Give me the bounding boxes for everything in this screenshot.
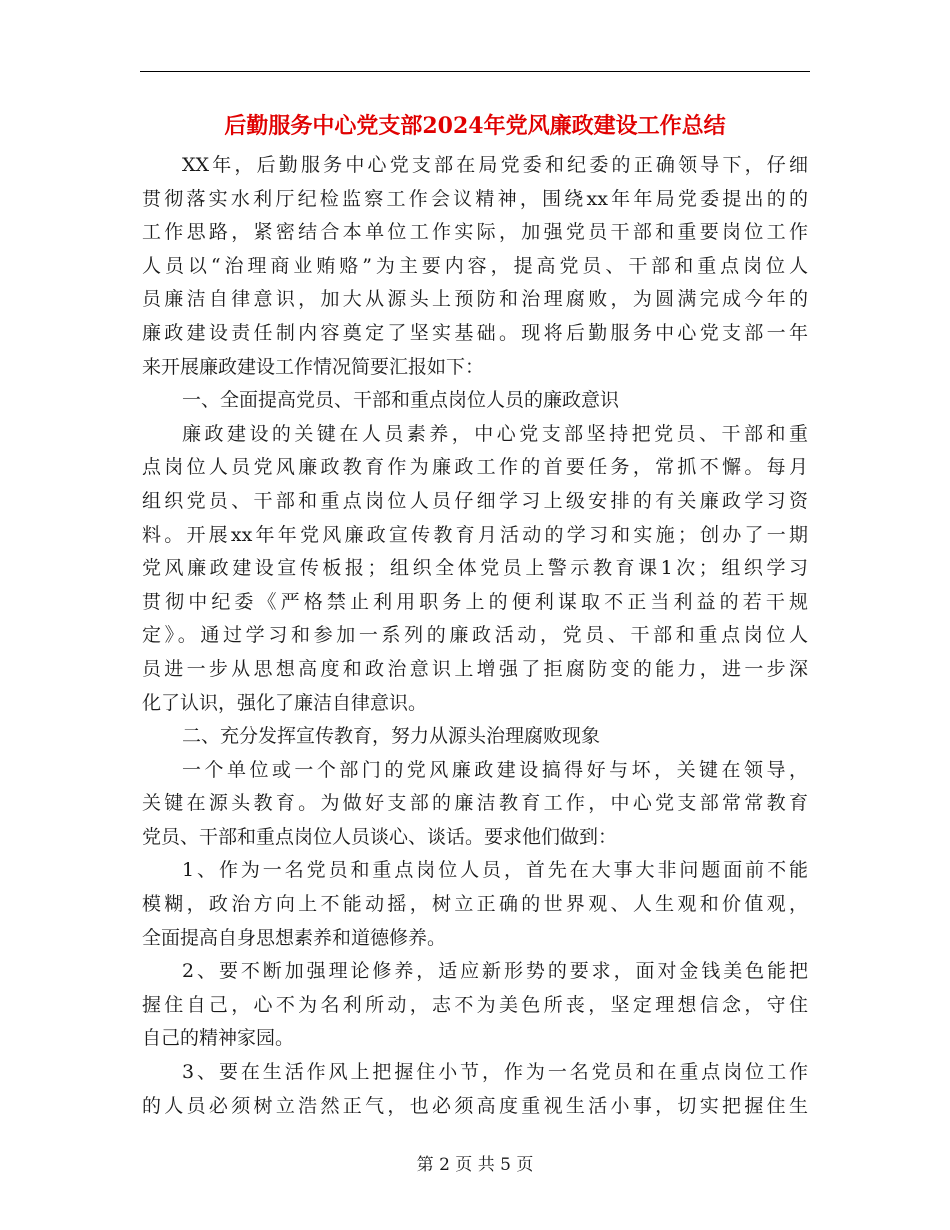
text-line: 廉政建设的关键在人员素养，中心党支部坚持把党员、干部和重	[182, 422, 808, 445]
text-line: 党员、干部和重点岗位人员谈心、谈话。要求他们做到：	[142, 825, 618, 848]
text-line: 2、要不断加强理论修养，适应新形势的要求，面对金钱美色能把	[182, 960, 808, 983]
document-title: 后勤服务中心党支部2024年党风廉政建设工作总结	[224, 113, 726, 139]
text-line: 点岗位人员党风廉政教育作为廉政工作的首要任务，常抓不懈。每月	[142, 456, 808, 479]
header-rule	[140, 71, 810, 72]
document-body	[142, 149, 808, 1123]
text-line: 组织党员、干部和重点岗位人员仔细学习上级安排的有关廉政学习资	[142, 489, 808, 512]
text-line: 一个单位或一个部门的党风廉政建设搞得好与坏，关键在领导，	[182, 758, 808, 781]
text-line: 党风廉政建设宣传板报；组织全体党员上警示教育课1次；组织学习	[142, 557, 808, 580]
text-line: 员进一步从思想高度和政治意识上增强了拒腐防变的能力，进一步深	[142, 657, 808, 680]
text-line: 全面提高自身思想素养和道德修养。	[142, 926, 447, 949]
text-line: 贯彻落实水利厅纪检监察工作会议精神，围绕xx年年局党委提出的的	[142, 187, 808, 210]
text-line: 工作思路，紧密结合本单位工作实际，加强党员干部和重要岗位工作	[142, 221, 808, 244]
text-line: 廉政建设责任制内容奠定了坚实基础。现将后勤服务中心党支部一年	[142, 321, 808, 344]
text-line: 人员以“治理商业贿赂”为主要内容，提高党员、干部和重点岗位人	[142, 254, 808, 277]
text-line: 贯彻中纪委《严格禁止利用职务上的便利谋取不正当利益的若干规	[142, 590, 808, 613]
text-line: 料。开展xx年年党风廉政宣传教育月活动的学习和实施；创办了一期	[142, 523, 808, 546]
text-line: XX年，后勤服务中心党支部在局党委和纪委的正确领导下，仔细	[182, 154, 808, 176]
page-footer: 第 2 页 共 5 页	[416, 1155, 534, 1175]
text-line: 化了认识，强化了廉洁自律意识。	[142, 691, 428, 714]
text-line: 员廉洁自律意识，加大从源头上预防和治理腐败，为圆满完成今年的	[142, 288, 808, 311]
text-line: 一、全面提高党员、干部和重点岗位人员的廉政意识	[182, 389, 620, 412]
text-line: 的人员必须树立浩然正气，也必须高度重视生活小事，切实把握住生	[142, 1094, 808, 1117]
text-line: 定》。通过学习和参加一系列的廉政活动，党员、干部和重点岗位人	[142, 624, 808, 647]
text-line: 1、作为一名党员和重点岗位人员，首先在大事大非问题面前不能	[182, 859, 808, 882]
text-line: 模糊，政治方向上不能动摇，树立正确的世界观、人生观和价值观，	[142, 893, 808, 916]
text-line: 关键在源头教育。为做好支部的廉洁教育工作，中心党支部常常教育	[142, 792, 808, 815]
text-line: 3、要在生活作风上把握住小节，作为一名党员和在重点岗位工作	[182, 1061, 808, 1084]
text-line: 来开展廉政建设工作情况简要汇报如下：	[142, 355, 485, 378]
text-line: 握住自己，心不为名利所动，志不为美色所丧，坚定理想信念，守住	[142, 993, 808, 1016]
text-line: 自己的精神家园。	[142, 1027, 295, 1050]
text-line: 二、充分发挥宣传教育，努力从源头治理腐败现象	[182, 725, 601, 748]
